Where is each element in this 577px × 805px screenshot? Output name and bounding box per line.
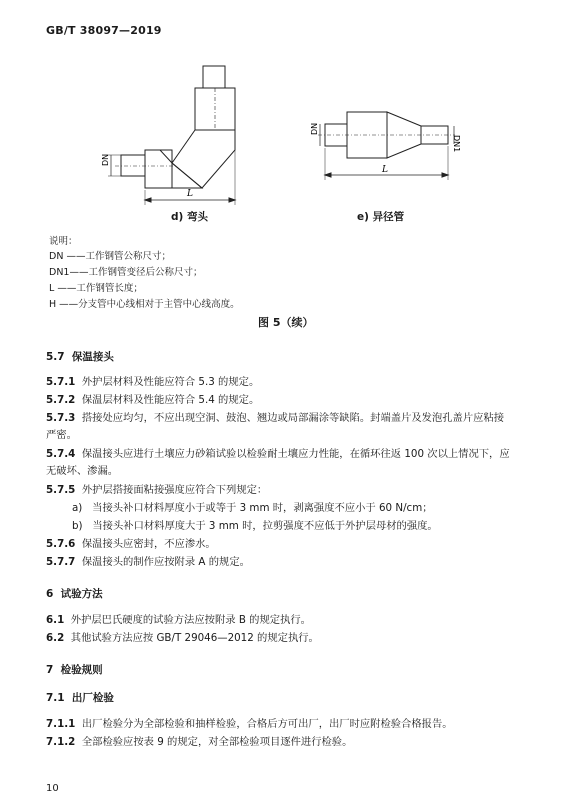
clause-6-1: 6.1 外护层巴氏硬度的试验方法应按附录 B 的规定执行。 [46,614,311,626]
clause-5-7-7: 5.7.7 保温接头的制作应按附录 A 的规定。 [46,556,250,568]
clause-5-7-3: 5.7.3 搭接处应均匀，不应出现空洞、鼓泡、翘边或局部漏涂等缺陷。封端盖片及发泡孔盖片应粘接 [46,412,505,424]
clause-5-7-4-cont: 无破坏、渗漏。 [46,465,119,477]
clause-5-7-5-a: a) 当接头补口材料厚度小于或等于 3 mm 时，剥离强度不应小于 60 N/cm； [72,502,433,514]
elbow-dn-label: DN [101,153,110,166]
reducer-dn-label: DN [310,122,319,135]
elbow-l-label: L [187,189,193,199]
clause-6-2: 6.2 其他试验方法应按 GB/T 29046—2012 的规定执行。 [46,632,319,644]
legend-item: DN1——工作钢管变径后公称尺寸； [49,267,203,278]
clause-5-7-5: 5.7.5 外护层搭接面粘接强度应符合下列规定： [46,484,268,496]
clause-5-7-2: 5.7.2 保温层材料及性能应符合 5.4 的规定。 [46,394,260,406]
legend-item: L ——工作钢管长度； [49,283,143,294]
reducer-l-label: L [382,165,388,175]
legend-item: DN ——工作钢管公称尺寸； [49,251,171,262]
clause-5-7-4: 5.7.4 保温接头应进行土壤应力砂箱试验以检验耐土壤应力性能，在循环往返 100 次以上情况下，应 [46,448,510,460]
clause-7-1-1: 7.1.1 出厂检验分为全部检验和抽样检验，合格后方可出厂，出厂时应附检验合格报告。 [46,718,453,730]
section-heading-5-7: 5.7 保温接头 [46,351,114,363]
section-heading-7: 7 检验规则 [46,664,103,676]
figure-title: 图 5（续） [258,316,314,329]
clause-7-1-2: 7.1.2 全部检验应按表 9 的规定，对全部检验项目逐件进行检验。 [46,736,353,748]
document-header: GB/T 38097—2019 [46,24,162,37]
page-number: 10 [46,783,59,794]
elbow-drawing [108,66,235,205]
section-heading-6: 6 试验方法 [46,588,103,600]
clause-5-7-5-b: b) 当接头补口材料厚度大于 3 mm 时，拉剪强度不应低于外护层母材的强度。 [72,520,438,532]
section-heading-7-1: 7.1 出厂检验 [46,692,114,704]
clause-5-7-1: 5.7.1 外护层材料及性能应符合 5.3 的规定。 [46,376,260,388]
figure-d-caption: d) 弯头 [171,211,208,223]
legend-item: H ——分支管中心线相对于主管中心线高度。 [49,299,240,310]
figure-e-caption: e) 异径管 [357,211,405,223]
clause-5-7-3-cont: 严密。 [46,429,77,441]
reducer-dn1-label: DN1 [452,135,461,153]
legend-title: 说明： [49,236,78,247]
clause-5-7-6: 5.7.6 保温接头应密封，不应渗水。 [46,538,216,550]
